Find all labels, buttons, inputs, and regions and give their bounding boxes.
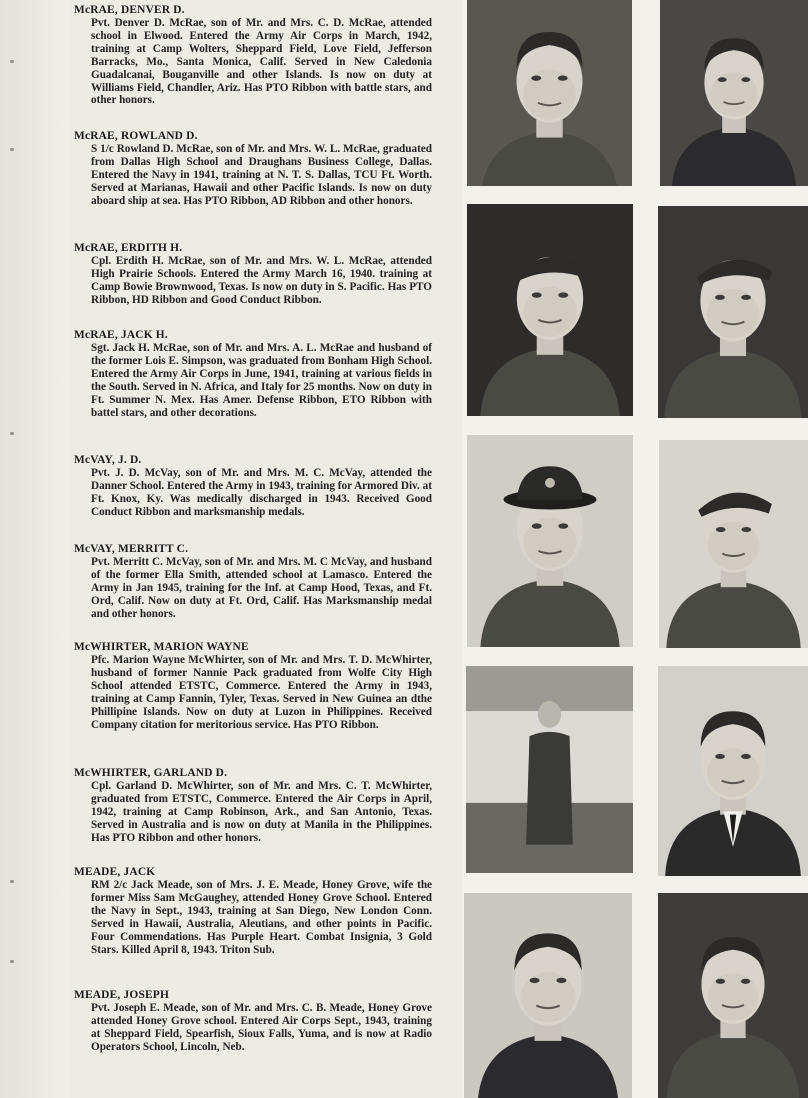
- binder-mark: [10, 960, 14, 963]
- entry-rowland-mcrae: [74, 130, 432, 208]
- binder-mark: [10, 148, 14, 151]
- entry-erdith-mcrae: [74, 242, 432, 307]
- entry-name: McWHIRTER, MARION WAYNE: [74, 641, 249, 653]
- photo-denver-mcrae: [467, 0, 632, 186]
- photo-joseph-meade: [658, 893, 808, 1098]
- portrait-garland-mcwhirter: [658, 666, 808, 876]
- biography-column: [74, 4, 432, 1094]
- entry-garland-mcwhirter: [74, 767, 432, 845]
- photo-merritt-mcvay: [659, 440, 808, 648]
- portrait-jack-mcrae: [658, 206, 808, 418]
- entry-name: MEADE, JACK: [74, 866, 156, 878]
- photo-rowland-mcrae: [660, 0, 808, 186]
- entry-merritt-mcvay: [74, 543, 432, 621]
- entry-name: McRAE, JACK H.: [74, 329, 168, 341]
- photo-erdith-mcrae: [467, 204, 633, 416]
- entry-bio: Pvt. Denver D. McRae, son of Mr. and Mrs. C. D. McRae, attended school in Elwood. Entered the Army Air Corps in March, 1942, training at Camp Wolters, Sheppard Field, Love Field, Jefferson Barracks, Mo., Santa Monica, Calif. Served in New Caledonia Guadalcanai, Bouganville and other Islands. Is now on duty at Williams Field, Chandler, Ariz. Has PTO Ribbon with battle stars, and other honors.: [91, 17, 432, 107]
- entry-name: McRAE, ROWLAND D.: [74, 130, 198, 142]
- portrait-marion-mcwhirter: [466, 666, 633, 873]
- entry-bio: Pvt. J. D. McVay, son of Mr. and Mrs. M. C. McVay, attended the Danner School. Entered the Army in 1943, training for Armored Div. at Ft. Knox, Ky. Was medically discharged in 1943. Received Good Conduct Ribbon and marksmanship medals.: [91, 467, 432, 518]
- portrait-denver-mcrae: [467, 0, 632, 186]
- entry-joseph-meade: [74, 989, 432, 1054]
- entry-bio: Pvt. Merritt C. McVay, son of Mr. and Mrs. M. C McVay, and husband of the former Ella Smith, attended school at Lamasco. Entered the Army in Jan 1945, training for the Inf. at Camp Hood, Texas, and Ft. Ord, Calif. Now on duty at Ft. Ord, Calif. Has Marksmanship medal and other honors.: [91, 556, 432, 620]
- entry-bio: Pvt. Joseph E. Meade, son of Mr. and Mrs. C. B. Meade, Honey Grove attended Honey Grove school. Entered Air Corps Sept., 1943, training at Sheppard Field, Spearfish, Sioux Falls, Yuma, and is now at Radio Operators School, Lincoln, Neb.: [91, 1002, 432, 1053]
- photo-marion-mcwhirter: [466, 666, 633, 873]
- entry-marion-mcwhirter: [74, 641, 432, 731]
- photo-jack-mcrae: [658, 206, 808, 418]
- portrait-jd-mcvay: [467, 435, 633, 647]
- photo-jack-meade: [464, 893, 632, 1098]
- entry-bio: RM 2/c Jack Meade, son of Mrs. J. E. Meade, Honey Grove, wife the former Miss Sam McGaughey, attended Honey Grove School. Entered the Navy in Sept., 1943, training at San Diego, New London Conn. Served in Hawaii, Australia, Aleutians, and other points in Pacific. Four Commendations. Has Purple Heart. Combat Insignia, 3 Gold Stars. Killed April 8, 1943. Triton Sub.: [91, 879, 432, 956]
- entry-jd-mcvay: [74, 454, 432, 519]
- entry-bio: S 1/c Rowland D. McRae, son of Mr. and Mrs. W. L. McRae, graduated from Dallas High School and Draughans Business College, Dallas. Entered the Navy in 1941, training at N. T. S. Dallas, TCU Ft. Worth. Served at Marianas, Hawaii and other Pacific Islands. Is now on duty aboard ship at sea. Has PTO Ribbon, AD Ribbon and other honors.: [91, 143, 432, 207]
- portrait-jack-meade: [464, 893, 632, 1098]
- photo-jd-mcvay: [467, 435, 633, 647]
- entry-name: McWHIRTER, GARLAND D.: [74, 767, 228, 779]
- binder-mark: [10, 432, 14, 435]
- entry-name: MEADE, JOSEPH: [74, 989, 169, 1001]
- photo-garland-mcwhirter: [658, 666, 808, 876]
- entry-name: McRAE, DENVER D.: [74, 4, 185, 16]
- portrait-erdith-mcrae: [467, 204, 633, 416]
- entry-jack-meade: [74, 866, 432, 956]
- entry-name: McRAE, ERDITH H.: [74, 242, 183, 254]
- entry-jack-mcrae: [74, 329, 432, 419]
- entry-bio: Cpl. Garland D. McWhirter, son of Mr. and Mrs. C. T. McWhirter, graduated from ETSTC, Commerce. Entered the Air Corps in April, 1942, training at Camp Robinson, Ark., and San Antonio, Texas. Served in Australia and is now on duty at Manila in the Philippines. Has PTO Ribbon and other honors.: [91, 780, 432, 844]
- entry-bio: Sgt. Jack H. McRae, son of Mr. and Mrs. A. L. McRae and husband of the former Lois E. Simpson, was graduated from Bonham High School. Entered the Army Air Corps in June, 1941, training at various fields in the South. Served in N. Africa, and Italy for 25 months. Now on duty in Ft. Summer N. Mex. Has Amer. Defense Ribbon, ETO Ribbon with battel stars, and other decorations.: [91, 342, 432, 419]
- entry-denver-mcrae: [74, 4, 432, 107]
- portrait-joseph-meade: [658, 893, 808, 1098]
- page-margin: [0, 0, 70, 1098]
- binder-mark: [10, 60, 14, 63]
- portrait-rowland-mcrae: [660, 0, 808, 186]
- portrait-merritt-mcvay: [659, 440, 808, 648]
- entry-bio: Cpl. Erdith H. McRae, son of Mr. and Mrs. W. L. McRae, attended High Prairie Schools. Entered the Army March 16, 1940. training at Camp Bowie Brownwood, Texas. Is now on duty in S. Pacific. Has PTO Ribbon, HD Ribbon and Good Conduct Ribbon.: [91, 255, 432, 306]
- entry-name: McVAY, MERRITT C.: [74, 543, 189, 555]
- binder-mark: [10, 880, 14, 883]
- entry-bio: Pfc. Marion Wayne McWhirter, son of Mr. and Mrs. T. D. McWhirter, husband of former Nannie Pack graduated from Wolfe City High School attended ETSTC, Commerce. Entered the Army in 1943, training at Camp Fannin, Tyler, Texas. Served in New Guinea an dthe Phillipine Islands. Now on duty at Luzon in Philippines. Received Company citation for meritorious service. Has PTO Ribbon.: [91, 654, 432, 731]
- entry-name: McVAY, J. D.: [74, 454, 142, 466]
